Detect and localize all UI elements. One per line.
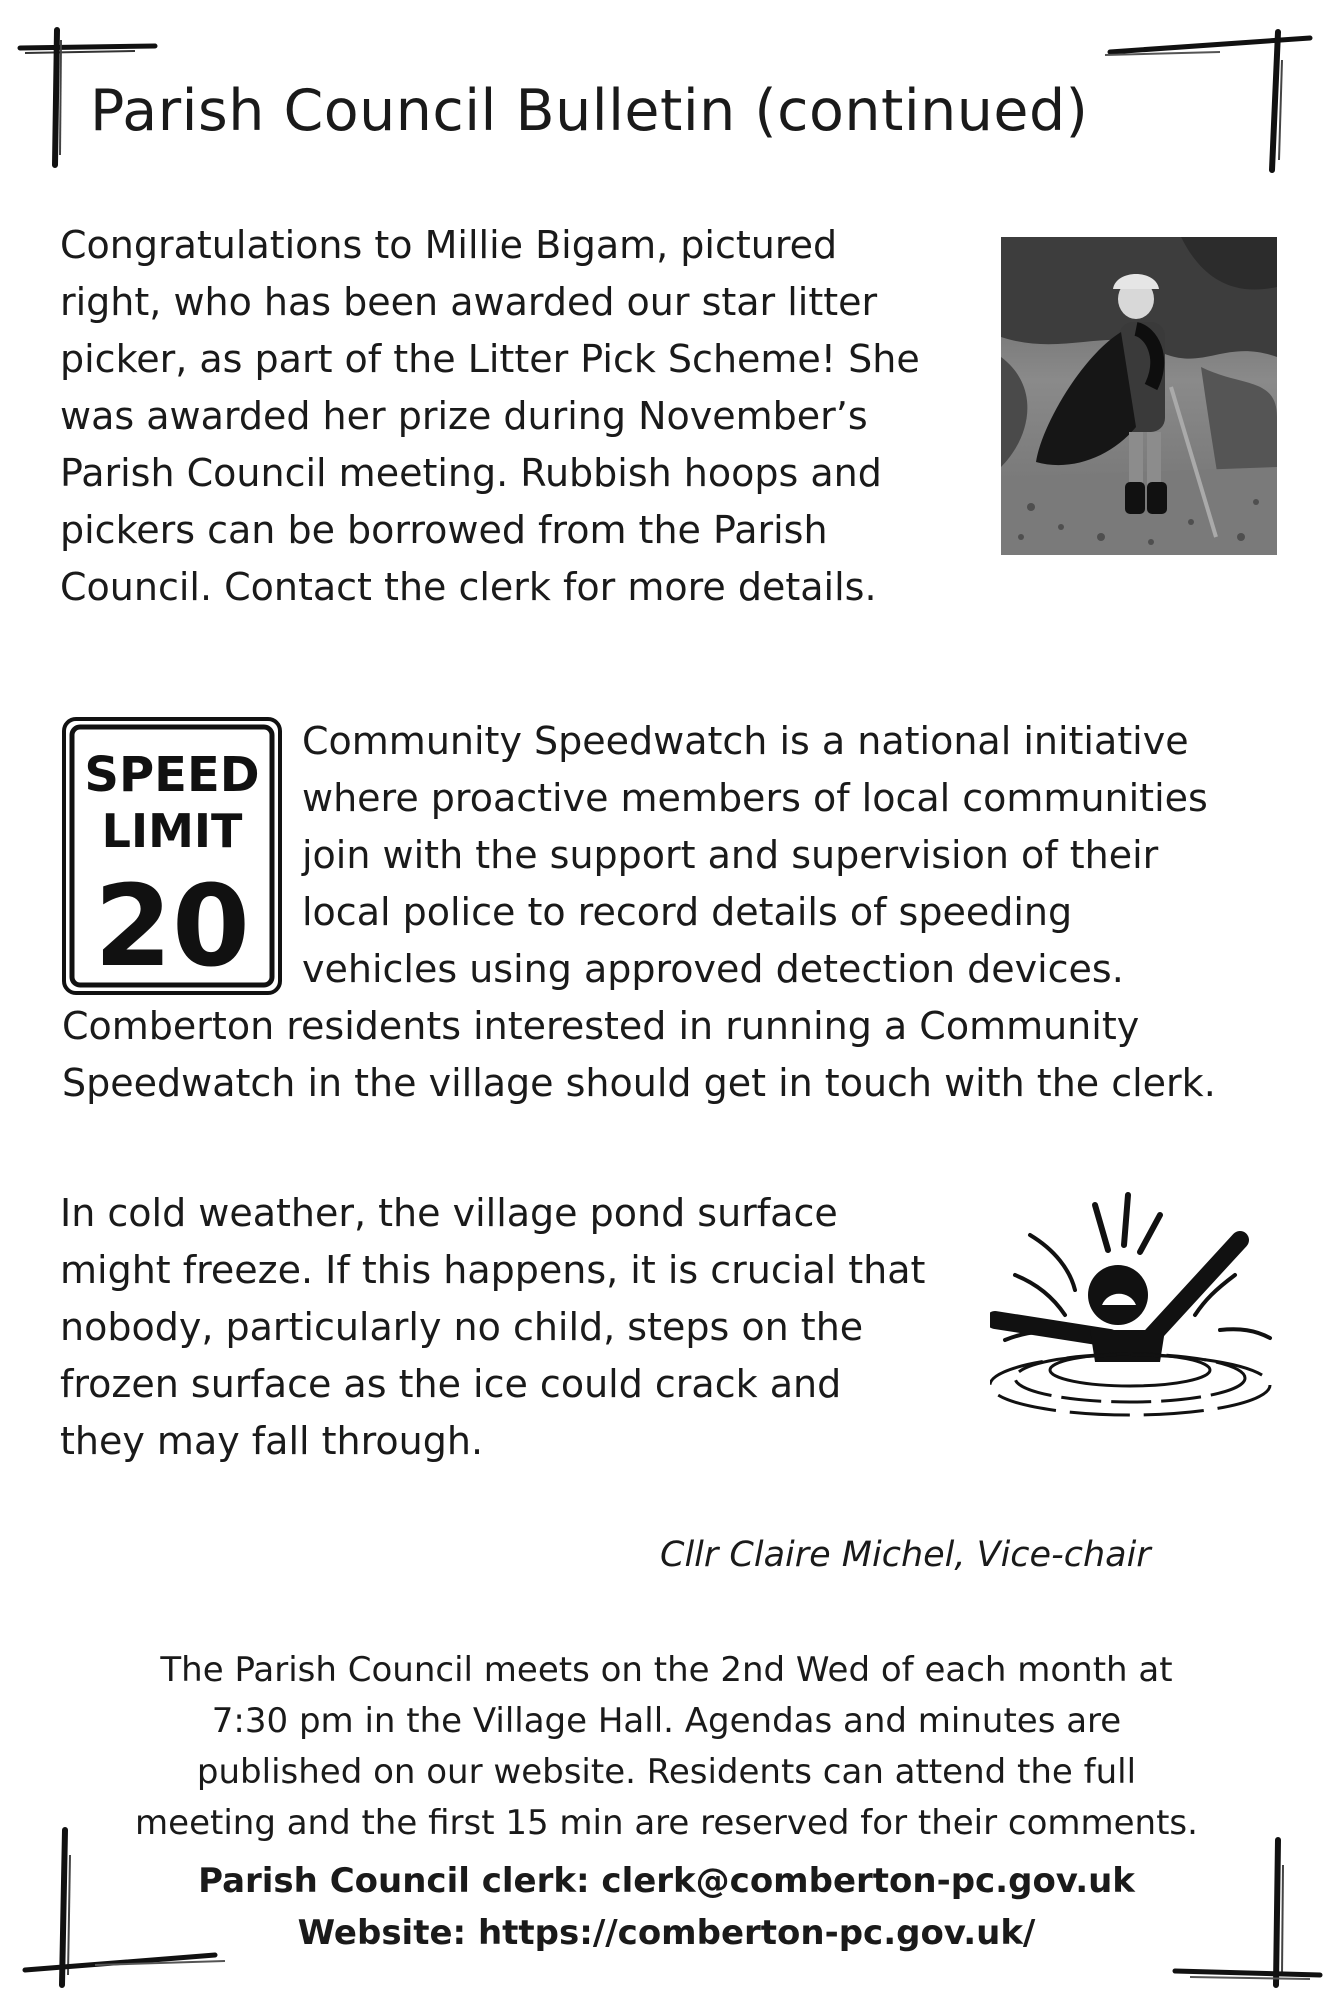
litter-picker-photo	[1001, 237, 1277, 555]
speedwatch-line: where proactive members of local communities	[302, 776, 1208, 820]
speedwatch-line: local police to record details of speeding	[302, 890, 1073, 934]
speedwatch-paragraph	[62, 713, 1277, 1112]
website-link[interactable]: Website: https://comberton-pc.gov.uk/	[297, 1913, 1036, 1953]
pond-safety-paragraph	[60, 1185, 980, 1470]
speedwatch-line: vehicles using approved detection devices.	[302, 947, 1124, 991]
litter-line: pickers can be borrowed from the Parish	[60, 508, 828, 552]
litter-line: picker, as part of the Litter Pick Scheme! She	[60, 337, 920, 381]
speedwatch-line: Speedwatch in the village should get in touch with the clerk.	[62, 1061, 1216, 1105]
speedwatch-line: Community Speedwatch is a national initiative	[302, 719, 1189, 763]
sign-limit-text: LIMIT	[101, 804, 243, 858]
litter-line: was awarded her prize during November’s	[60, 394, 868, 438]
meeting-info-line: published on our website. Residents can attend the full	[196, 1752, 1137, 1792]
falling-through-ice-icon	[990, 1190, 1280, 1420]
signature: Cllr Claire Michel, Vice-chair	[660, 1535, 1151, 1575]
page-title: Parish Council Bulletin (continued)	[90, 78, 1089, 144]
pond-line: they may fall through.	[60, 1419, 484, 1463]
pond-line: nobody, particularly no child, steps on the	[60, 1305, 864, 1349]
meeting-info-line: 7:30 pm in the Village Hall. Agendas and minutes are	[211, 1701, 1122, 1741]
litter-line: right, who has been awarded our star litter	[60, 280, 878, 324]
clerk-email[interactable]: Parish Council clerk: clerk@comberton-pc.gov.uk	[198, 1861, 1135, 1901]
litter-line: Council. Contact the clerk for more details.	[60, 565, 877, 609]
pond-line: might freeze. If this happens, it is crucial that	[60, 1248, 926, 1292]
pond-line: In cold weather, the village pond surface	[60, 1191, 838, 1235]
litter-line: Congratulations to Millie Bigam, pictured	[60, 223, 838, 267]
contact-info	[60, 1855, 1273, 1959]
sign-speed-text: SPEED	[84, 747, 260, 803]
speedwatch-line: Comberton residents interested in running a Community	[62, 1004, 1140, 1048]
meeting-info-line: meeting and the first 15 min are reserved for their comments.	[135, 1803, 1198, 1843]
speedwatch-line: join with the support and supervision of their	[302, 833, 1159, 877]
sign-number-text: 20	[94, 862, 250, 992]
pond-line: frozen surface as the ice could crack and	[60, 1362, 842, 1406]
meeting-info	[60, 1645, 1273, 1849]
litter-line: Parish Council meeting. Rubbish hoops and	[60, 451, 882, 495]
corner-mark-top-right	[1100, 20, 1320, 180]
meeting-info-line: The Parish Council meets on the 2nd Wed of each month at	[160, 1650, 1173, 1690]
litter-pick-paragraph	[60, 217, 980, 616]
